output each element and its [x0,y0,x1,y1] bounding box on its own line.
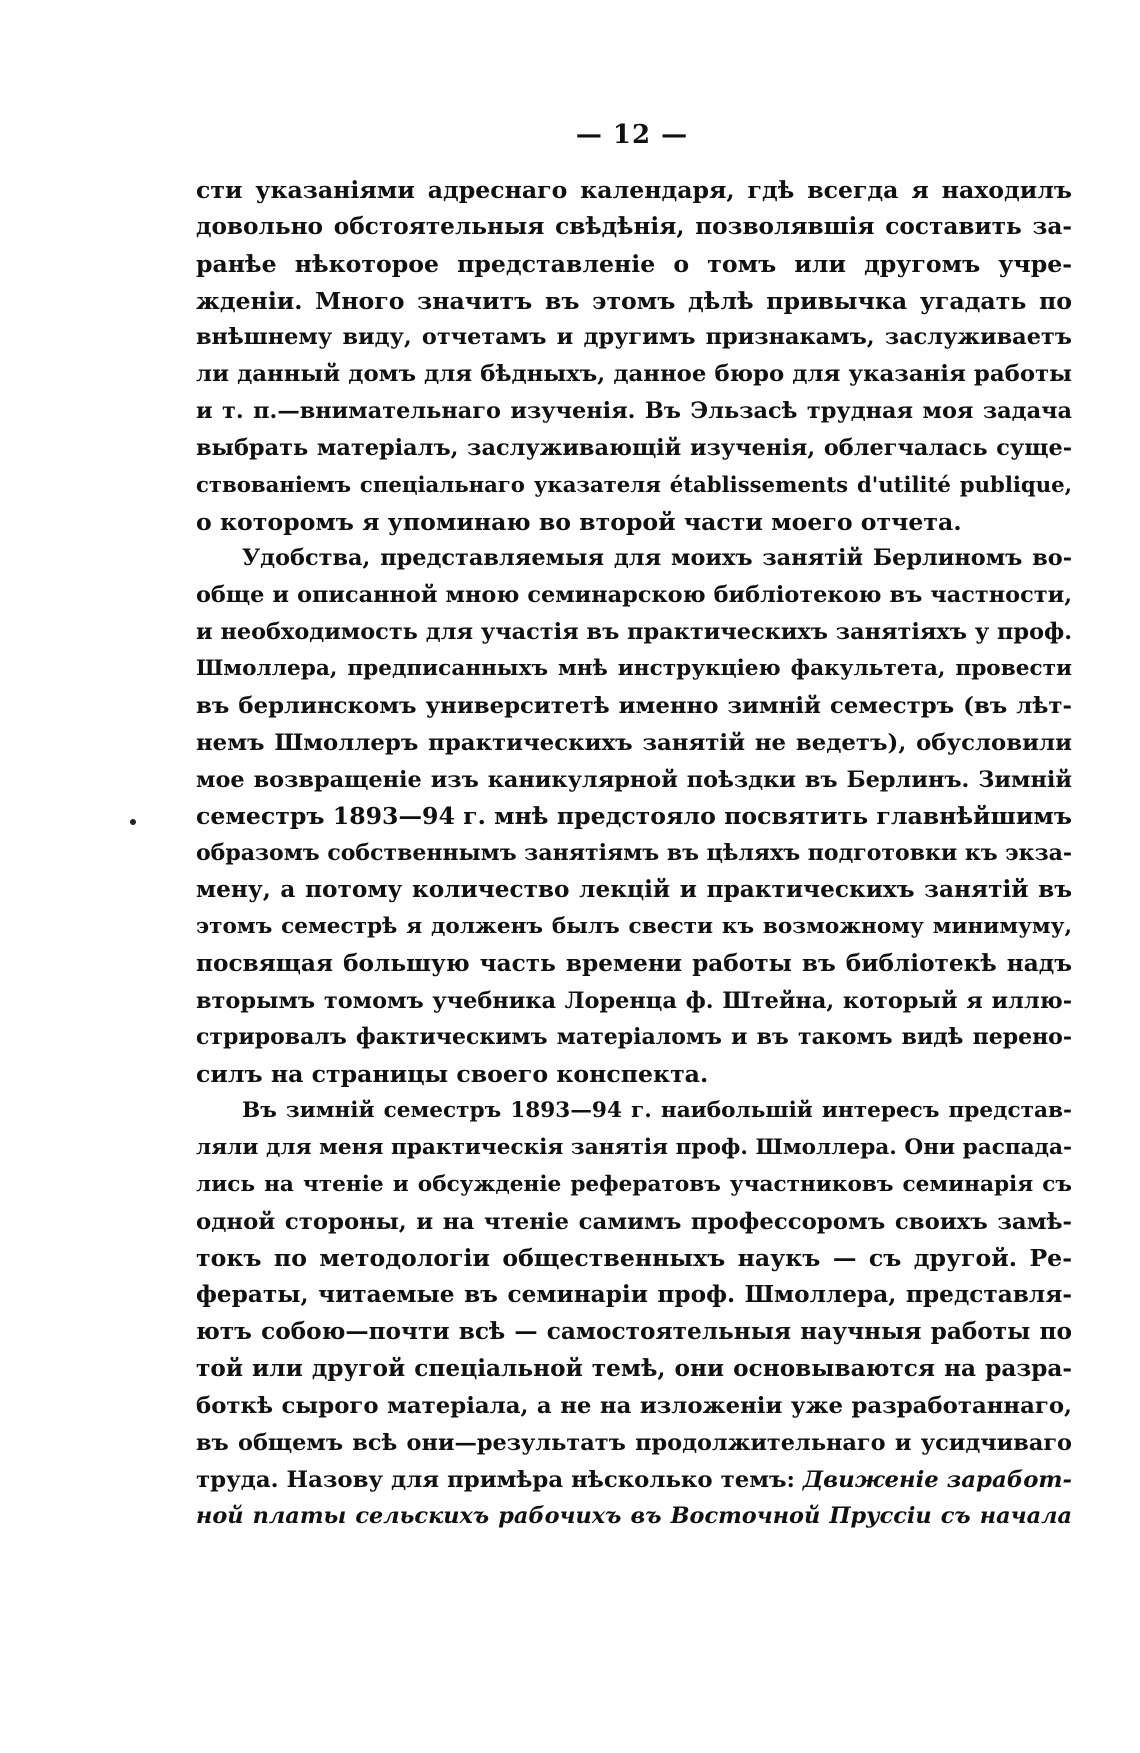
text-line: стрировалъ фактическимъ матеріаломъ и въ такомъ видѣ перено- [196,1024,1072,1051]
text-line: въ общемъ всѣ они—результатъ продолжительнаго и усидчиваго [196,1429,1072,1456]
page-number: — 12 — [575,120,689,150]
text-line: ляли для меня практическія занятія проф. Шмоллера. Они распада- [196,1134,1072,1160]
text-line: этомъ семестрѣ я долженъ былъ свести къ возможному минимуму, [196,913,1072,939]
text-line: вторымъ томомъ учебника Лоренца ф. Штейна, который я иллю- [196,987,1072,1014]
text-line: семестръ 1893—94 г. мнѣ предстояло посвятить главнѣйшимъ [196,802,1072,831]
paragraph-1 [196,172,1072,540]
text-line: жденіи. Много значитъ въ этомъ дѣлѣ привычка угадать по [196,286,1072,315]
text-line: внѣшнему виду, отчетамъ и другимъ признакамъ, заслуживаетъ [196,324,1072,351]
text-line: Удобства, представляемыя для моихъ занятій Берлиномъ во- [242,545,1072,572]
text-line: мое возвращеніе изъ каникулярной поѣздки въ Берлинъ. Зимній [196,766,1072,793]
text-line: ли данный домъ для бѣдныхъ, данное бюро для указанія работы [196,361,1072,388]
text-line-italic: ной платы сельскихъ рабочихъ въ Восточной Пруссіи съ начала [196,1503,1072,1530]
text-line: Въ зимній семестръ 1893—94 г. наибольшій интересъ представ- [242,1098,1072,1124]
paragraph-3 [196,1093,1072,1535]
text-line: обще и описанной мною семинарскою библіотекою въ частности, [196,582,1072,609]
text-line: ранѣе нѣкоторое представленіе о томъ или другомъ учре- [196,249,1072,278]
paragraph-2 [196,540,1072,1093]
text-line: въ берлинскомъ университетѣ именно зимній семестръ (въ лѣт- [196,692,1072,719]
page-text [196,172,1072,1535]
text-line: токъ по методологіи общественныхъ наукъ — съ другой. Ре- [196,1244,1072,1273]
text-line: боткѣ сырого матеріала, а не на изложеніи уже разработаннаго, [196,1392,1072,1419]
text-line: посвящая большую часть времени работы въ библіотекѣ надъ [196,949,1072,977]
text-line: лись на чтеніе и обсужденіе рефератовъ участниковъ семинарія съ [196,1171,1072,1197]
text-line: мену, а потому количество лекцій и практическихъ занятій въ [196,876,1072,904]
text-line: силъ на страницы своего конспекта. [196,1060,709,1089]
text-line: и т. п.—внимательнаго изученія. Въ Эльзасѣ трудная моя задача [196,398,1072,425]
scan-speck [130,819,136,825]
text-line: сти указаніями адреснаго календаря, гдѣ всегда я находилъ [196,176,1072,204]
text-line: той или другой спеціальной темѣ, они основываются на разра- [196,1355,1072,1382]
text-line: немъ Шмоллеръ практическихъ занятій не ведетъ), обусловили [196,729,1072,756]
text-line: ютъ собою—почти всѣ — самостоятельныя научныя работы по [196,1318,1072,1346]
text-line-mixed [196,1462,1072,1499]
text-line: и необходимость для участія въ практическихъ занятіяхъ у проф. [196,619,1072,646]
text-line: фераты, читаемые въ семинаріи проф. Шмоллера, представля- [196,1281,1072,1309]
italic-run: Движеніе заработ- [802,1466,1072,1493]
text-line: образомъ собственнымъ занятіямъ въ цѣляхъ подготовки къ экза- [196,840,1072,867]
text-run: труда. Назову для примѣра нѣсколько темъ: [196,1466,795,1493]
text-line: одной стороны, и на чтеніе самимъ профессоромъ своихъ замѣ- [196,1208,1072,1235]
text-line: Шмоллера, предписанныхъ мнѣ инструкціею факультета, провести [196,655,1072,681]
text-line: довольно обстоятельныя свѣдѣнія, позволявшія составить за- [196,212,1072,240]
text-line: о которомъ я упоминаю во второй части моего отчета. [196,507,962,536]
text-line: выбрать матеріалъ, заслуживающій изученія, облегчалась суще- [196,434,1072,461]
text-line: ствованіемъ спеціальнаго указателя établissements d'utilité publique, [196,471,1072,497]
